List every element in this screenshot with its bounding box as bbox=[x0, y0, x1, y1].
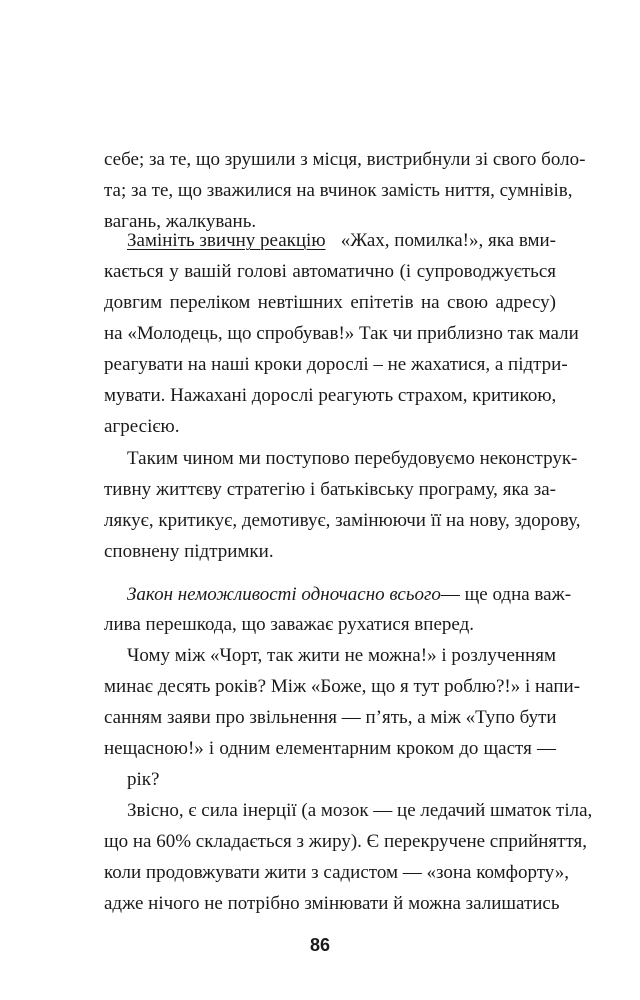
text-line: адже нічого не потрібно змінювати й можна залишатись bbox=[104, 893, 560, 914]
text-line: минає десять років? Між «Боже, що я тут роблю?!» і напи- bbox=[104, 676, 581, 697]
text-line: сповнену підтримки. bbox=[104, 541, 274, 562]
underlined-phrase: Замініть звичну реакцію bbox=[127, 230, 326, 251]
text-line: нещасною!» і одним елементарним кроком до щастя — bbox=[104, 738, 556, 759]
text-line: довгим переліком невтішних епітетів на свою адресу) bbox=[104, 292, 556, 313]
text-line: рік? bbox=[127, 769, 160, 790]
text-line: себе; за те, що зрушили з місця, вистрибнули зі свого боло- bbox=[104, 149, 586, 170]
text-line: та; за те, що зважилися на вчинок замість ниття, сумнівів, bbox=[104, 180, 573, 201]
text-line: вагань, жалкувань. bbox=[104, 211, 257, 232]
text-line: кається у вашій голові автоматично (і супроводжується bbox=[104, 261, 556, 282]
text-fragment: «Жах, помилка!», яка вми- bbox=[340, 230, 556, 251]
text-line: санням заяви про звільнення — п’ять, а між «Тупо бути bbox=[104, 707, 557, 728]
text-line: лякує, критикує, демотивує, замінюючи її на нову, здорову, bbox=[104, 510, 581, 531]
text-line: агресією. bbox=[104, 416, 180, 437]
text-line bbox=[127, 582, 572, 608]
text-line: коли продовжувати жити з садистом — «зона комфорту», bbox=[104, 862, 569, 883]
text-line: тивну життєву стратегію і батьківську програму, яка за- bbox=[104, 479, 556, 500]
text-line: Таким чином ми поступово перебудовуємо неконструк- bbox=[127, 448, 578, 469]
italic-phrase: Закон неможливості одночасно всього bbox=[127, 584, 441, 605]
text-line: реагувати на наші кроки дорослі – не жахатися, а підтри- bbox=[104, 354, 568, 375]
text-line bbox=[127, 228, 556, 254]
text-fragment: — ще одна важ- bbox=[440, 584, 572, 605]
page-number: 86 bbox=[309, 935, 331, 955]
text-line: мувати. Нажахані дорослі реагують страхом, критикою, bbox=[104, 385, 557, 406]
text-line: лива перешкода, що заважає рухатися вперед. bbox=[104, 614, 474, 635]
text-line: на «Молодець, що спробував!» Так чи приблизно так мали bbox=[104, 323, 579, 344]
text-line: Чому між «Чорт, так жити не можна!» і розлученням bbox=[127, 645, 556, 666]
text-line: що на 60% складається з жиру). Є перекручене сприйняття, bbox=[104, 831, 587, 852]
text-line: Звісно, є сила інерції (а мозок — це ледачий шматок тіла, bbox=[127, 800, 593, 821]
